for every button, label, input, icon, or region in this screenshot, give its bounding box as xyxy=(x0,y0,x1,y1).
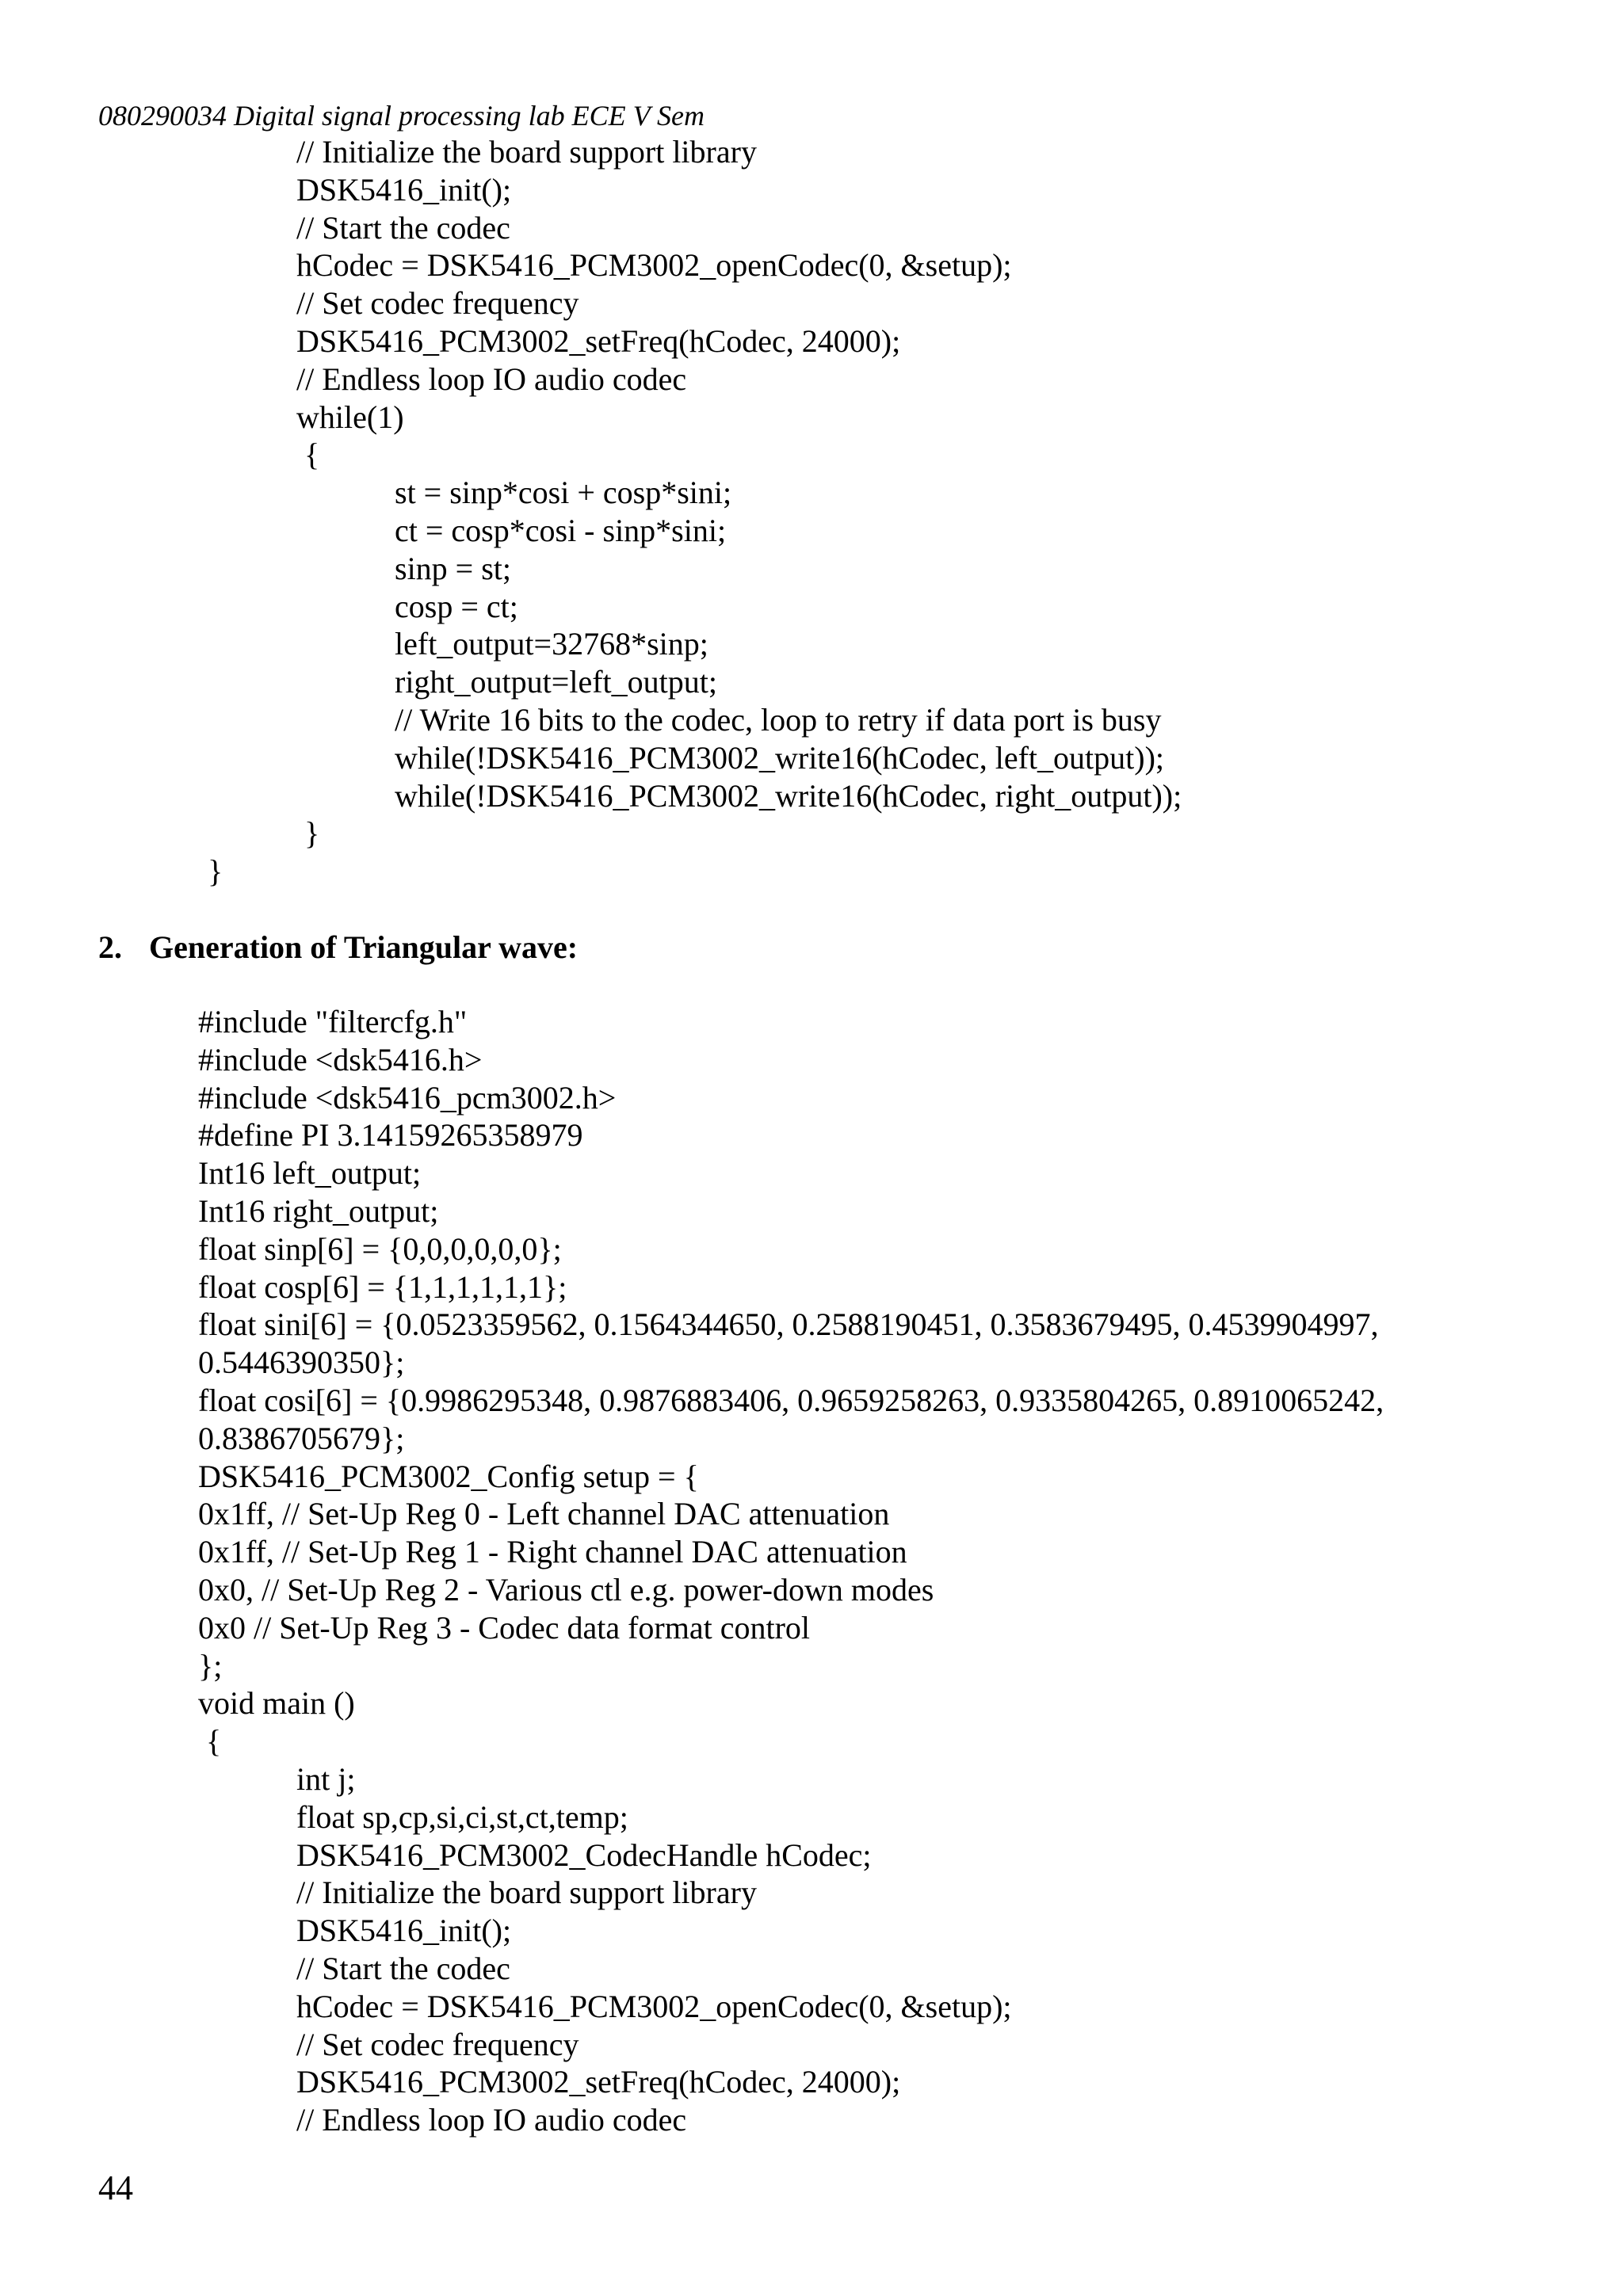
code-line: 0x0, // Set-Up Reg 2 - Various ctl e.g. power-down modes xyxy=(198,1572,934,1608)
code-line: } xyxy=(296,815,320,852)
code-line: // Set codec frequency xyxy=(296,2026,579,2062)
code-line: // Write 16 bits to the codec, loop to retry if data port is busy xyxy=(395,702,1162,738)
code-line: Int16 right_output; xyxy=(198,1193,439,1229)
code-line: { xyxy=(296,437,320,473)
code-line: #include <dsk5416.h> xyxy=(198,1041,483,1077)
code-line: }; xyxy=(198,1647,223,1684)
code-line: DSK5416_PCM3002_setFreq(hCodec, 24000); xyxy=(296,2064,901,2100)
code-line: 0.8386705679}; xyxy=(198,1420,405,1456)
code-line: float sinp[6] = {0,0,0,0,0,0}; xyxy=(198,1230,562,1267)
code-line: float sp,cp,si,ci,st,ct,temp; xyxy=(296,1798,628,1835)
code-line: { xyxy=(198,1723,222,1760)
code-line: // Endless loop IO audio codec xyxy=(296,2102,687,2138)
code-line: ct = cosp*cosi - sinp*sini; xyxy=(395,513,727,548)
code-line: 0x1ff, // Set-Up Reg 1 - Right channel DAC attenuation xyxy=(198,1534,907,1570)
code-line: cosp = ct; xyxy=(395,588,518,624)
code-line: // Endless loop IO audio codec xyxy=(296,360,687,397)
code-line: DSK5416_PCM3002_setFreq(hCodec, 24000); xyxy=(296,323,901,359)
code-line: DSK5416_init(); xyxy=(296,171,512,208)
code-line: DSK5416_PCM3002_Config setup = { xyxy=(198,1458,699,1494)
code-line: // Initialize the board support library xyxy=(296,1875,757,1911)
code-line: #include "filtercfg.h" xyxy=(198,1004,468,1039)
code-line: DSK5416_init(); xyxy=(296,1913,512,1949)
code-line: Int16 left_output; xyxy=(198,1155,422,1192)
code-line: 0x1ff, // Set-Up Reg 0 - Left channel DAC attenuation xyxy=(198,1496,890,1532)
code-line: } xyxy=(208,853,223,890)
code-line: void main () xyxy=(198,1685,355,1722)
code-line: #define PI 3.14159265358979 xyxy=(198,1117,583,1154)
code-line: sinp = st; xyxy=(395,550,512,586)
code-line: float sini[6] = {0.0523359562, 0.1564344650, 0.2588190451, 0.3583679495, 0.4539904997, xyxy=(198,1306,1379,1343)
code-line: hCodec = DSK5416_PCM3002_openCodec(0, &setup); xyxy=(296,1988,1012,2024)
code-line: st = sinp*cosi + cosp*sini; xyxy=(395,475,732,511)
code-line: float cosi[6] = {0.9986295348, 0.9876883406, 0.9659258263, 0.9335804265, 0.8910065242, xyxy=(198,1383,1384,1418)
code-line: right_output=left_output; xyxy=(395,664,717,700)
code-line: // Initialize the board support library xyxy=(296,134,757,170)
section-title: Generation of Triangular wave: xyxy=(149,929,579,965)
code-line: while(1) xyxy=(296,399,404,435)
code-line: // Start the codec xyxy=(296,209,510,246)
code-line: 0x0 // Set-Up Reg 3 - Codec data format control xyxy=(198,1609,811,1646)
code-line: hCodec = DSK5416_PCM3002_openCodec(0, &setup); xyxy=(296,247,1012,284)
code-line: 0.5446390350}; xyxy=(198,1344,405,1381)
code-line: while(!DSK5416_PCM3002_write16(hCodec, right_output)); xyxy=(395,777,1182,814)
code-line: while(!DSK5416_PCM3002_write16(hCodec, left_output)); xyxy=(395,739,1164,776)
code-line: #include <dsk5416_pcm3002.h> xyxy=(198,1079,617,1116)
section-number: 2. xyxy=(98,929,122,965)
running-header: 080290034 Digital signal processing lab ECE V Sem xyxy=(98,100,705,132)
code-line: int j; xyxy=(296,1761,356,1797)
section-heading xyxy=(98,929,578,967)
code-line: float cosp[6] = {1,1,1,1,1,1}; xyxy=(198,1268,567,1305)
code-line: // Start the codec xyxy=(296,1951,510,1986)
code-line: left_output=32768*sinp; xyxy=(395,626,708,662)
code-line: DSK5416_PCM3002_CodecHandle hCodec; xyxy=(296,1836,872,1873)
page-number: 44 xyxy=(98,2168,133,2207)
code-line: // Set codec frequency xyxy=(296,285,579,322)
